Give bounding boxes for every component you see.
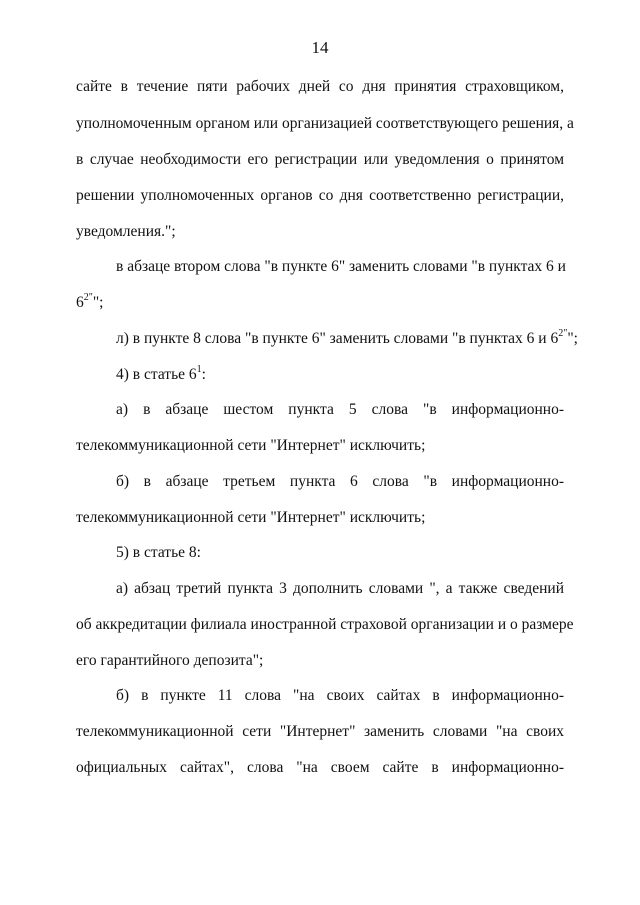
text-line: л) в пункте 8 слова "в пункте 6" заменить словами "в пунктах 6 и $6^{2"}$";	[116, 327, 578, 347]
text-line: его гарантийного депозита";	[76, 652, 264, 669]
text-line: а) абзац третий пункта 3 дополнить словами ", а также сведений	[116, 580, 564, 597]
text-line: а) в абзаце шестом пункта 5 слова "в информационно-	[116, 401, 564, 418]
text-line: уполномоченным органом или организацией соответствующего решения, а	[76, 115, 574, 132]
text-line: сайте в течение пяти рабочих дней со дня принятия страховщиком,	[76, 78, 564, 95]
text-line: $6^{2"}$";	[76, 291, 104, 311]
text-line: 5) в статье 8:	[116, 544, 201, 561]
text-line: б) в пункте 11 слова "на своих сайтах в информационно-	[116, 687, 564, 704]
text-line: об аккредитации филиала иностранной страховой организации и о размере	[76, 616, 574, 633]
page-number: 14	[311, 38, 329, 57]
text-line: телекоммуникационной сети "Интернет" заменить словами "на своих	[76, 723, 564, 740]
text-line: решении уполномоченных органов со дня соответственно регистрации,	[76, 187, 564, 204]
text-line: 4) в статье $6^1$:	[116, 363, 206, 383]
text-line: уведомления.";	[76, 223, 176, 240]
text-line: телекоммуникационной сети "Интернет" исключить;	[76, 509, 426, 526]
text-line: телекоммуникационной сети "Интернет" исключить;	[76, 437, 426, 454]
text-line: б) в абзаце третьем пункта 6 слова "в информационно-	[116, 473, 564, 490]
text-line: в случае необходимости его регистрации или уведомления о принятом	[76, 151, 564, 168]
text-line: официальных сайтах", слова "на своем сайте в информационно-	[76, 759, 564, 776]
text-line: в абзаце втором слова "в пункте 6" заменить словами "в пунктах 6 и	[116, 258, 566, 275]
